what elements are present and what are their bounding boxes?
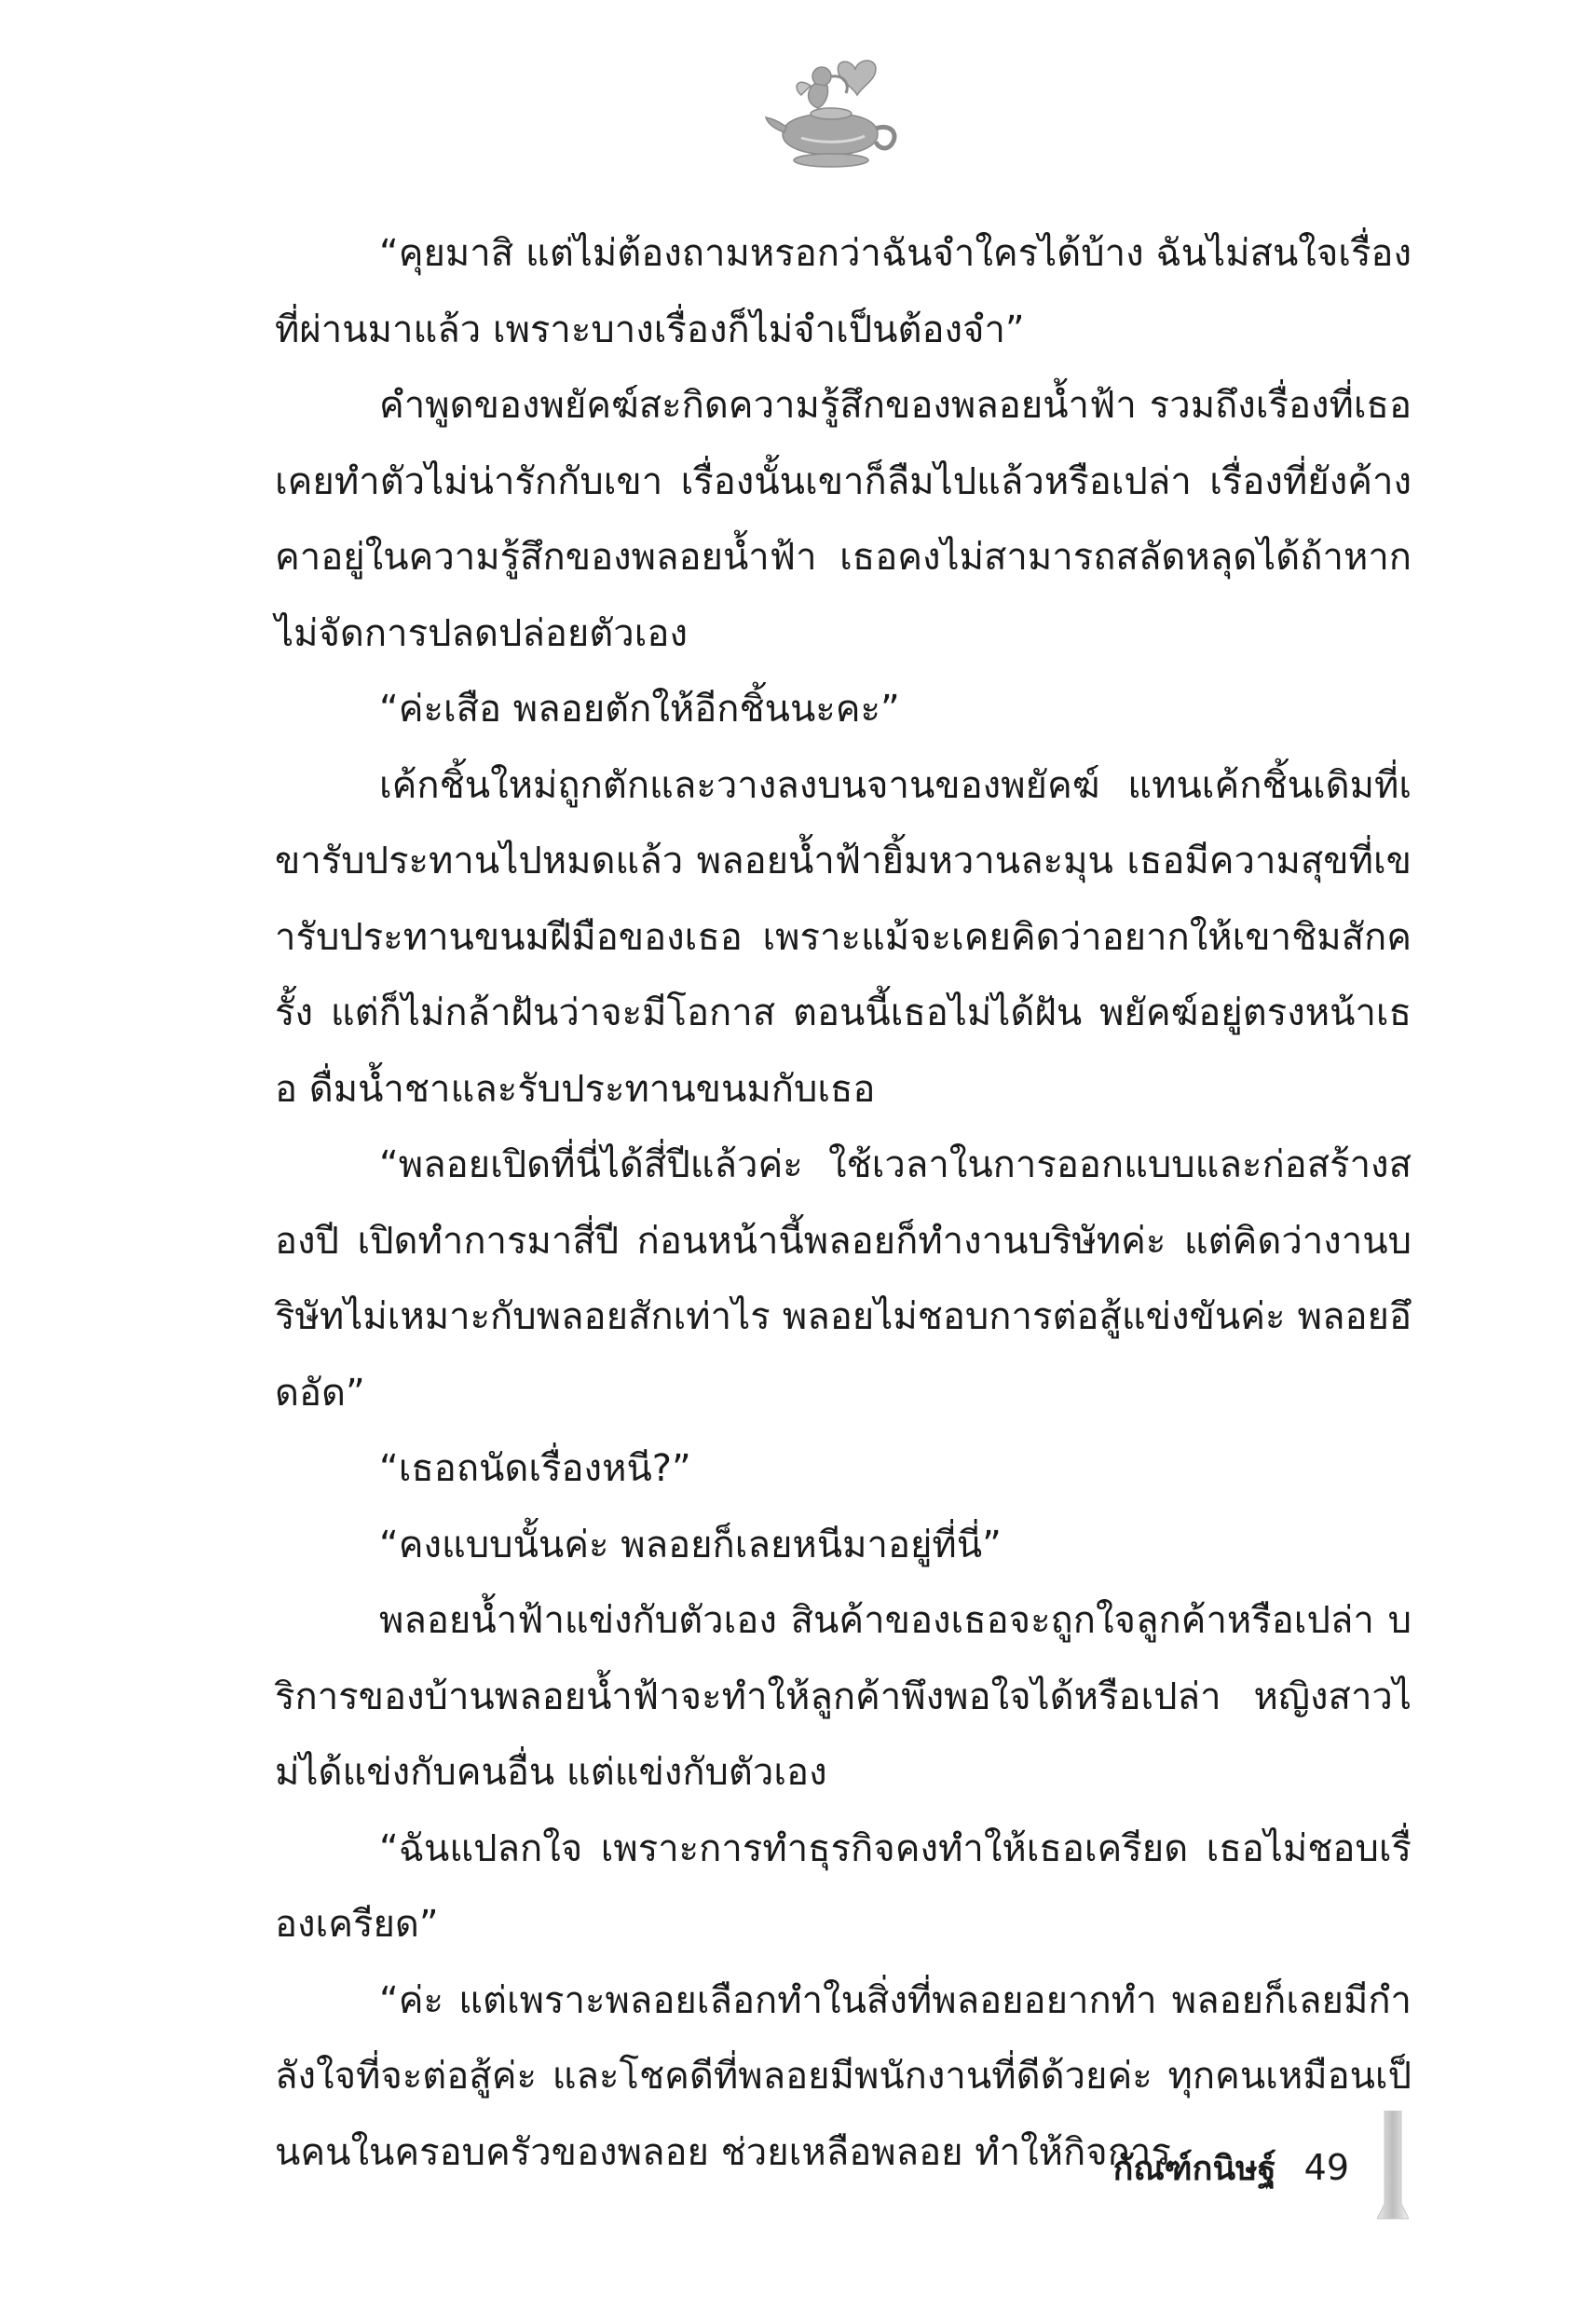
page-footer	[1113, 2141, 1349, 2195]
paragraph: “พลอยเปิดที่นี่ได้สี่ปีแล้วค่ะ ใช้เวลาในการออกแบบและก่อสร้างสองปี เปิดทำการมาสี่ปี ก่อนหน้านี้พลอยก็ทำงานบริษัทค่ะ แต่คิดว่างานบริษัทไม่เหมาะกับพลอยสักเท่าไร พลอยไม่ชอบการต่อสู้แข่งขันค่ะ พลอยอึดอัด”	[275, 1143, 1412, 1415]
page-tab-icon	[1377, 2111, 1409, 2222]
paragraph: เค้กชิ้นใหม่ถูกตักและวางลงบนจานของพยัคฆ์ แทนเค้กชิ้นเดิมที่เขารับประทานไปหมดแล้ว พลอยน้ำฟ้ายิ้มหวานละมุน เธอมีความสุขที่เขารับประทานขนมฝีมือของเธอ เพราะแม้จะเคยคิดว่าอยากให้เขาชิมสักครั้ง แต่ก็ไม่กล้าฝันว่าจะมีโอกาส ตอนนี้เธอไม่ได้ฝัน พยัคฆ์อยู่ตรงหน้าเธอ ดื่มน้ำชาและรับประทานขนมกับเธอ	[275, 763, 1412, 1111]
paragraph: “ค่ะเสือ พลอยตักให้อีกชิ้นนะคะ”	[379, 688, 900, 731]
book-title: กัณฑ์กนิษฐ์	[1112, 2150, 1276, 2188]
paragraph: “คงแบบนั้นค่ะ พลอยก็เลยหนีมาอยู่ที่นี่”	[379, 1523, 1002, 1566]
paragraph: “เธอถนัดเรื่องหนี?”	[379, 1447, 691, 1490]
paragraph: “คุยมาสิ แต่ไม่ต้องถามหรอกว่าฉันจำใครได้บ้าง ฉันไม่สนใจเรื่องที่ผ่านมาแล้ว เพราะบางเรื่องก็ไม่จำเป็นต้องจำ”	[275, 232, 1412, 351]
page-body	[275, 216, 1412, 2191]
paragraph: คำพูดของพยัคฆ์สะกิดความรู้สึกของพลอยน้ำฟ้า รวมถึงเรื่องที่เธอเคยทำตัวไม่น่ารักกับเขา เรื่องนั้นเขาก็ลืมไปแล้วหรือเปล่า เรื่องที่ยังค้างคาอยู่ในความรู้สึกของพลอยน้ำฟ้า เธอคงไม่สามารถสลัดหลุดได้ถ้าหากไม่จัดการปลดปล่อยตัวเอง	[275, 384, 1412, 655]
page-number: 49	[1303, 2147, 1349, 2188]
paragraph: “ฉันแปลกใจ เพราะการทำธุรกิจคงทำให้เธอเครียด เธอไม่ชอบเรื่องเครียด”	[275, 1826, 1412, 1946]
teapot-cupid-icon	[764, 48, 904, 174]
paragraph: พลอยน้ำฟ้าแข่งกับตัวเอง สินค้าของเธอจะถูกใจลูกค้าหรือเปล่า บริการของบ้านพลอยน้ำฟ้าจะทำให้ลูกค้าพึงพอใจได้หรือเปล่า หญิงสาวไม่ได้แข่งกับคนอื่น แต่แข่งกับตัวเอง	[275, 1599, 1412, 1794]
paragraph: “ค่ะ แต่เพราะพลอยเลือกทำในสิ่งที่พลอยอยากทำ พลอยก็เลยมีกำลังใจที่จะต่อสู้ค่ะ และโชคดีที่พลอยมีพนักงานที่ดีด้วยค่ะ ทุกคนเหมือนเป็นคนในครอบครัวของพลอย ช่วยเหลือพลอย ทำให้กิจการ	[275, 1978, 1412, 2174]
